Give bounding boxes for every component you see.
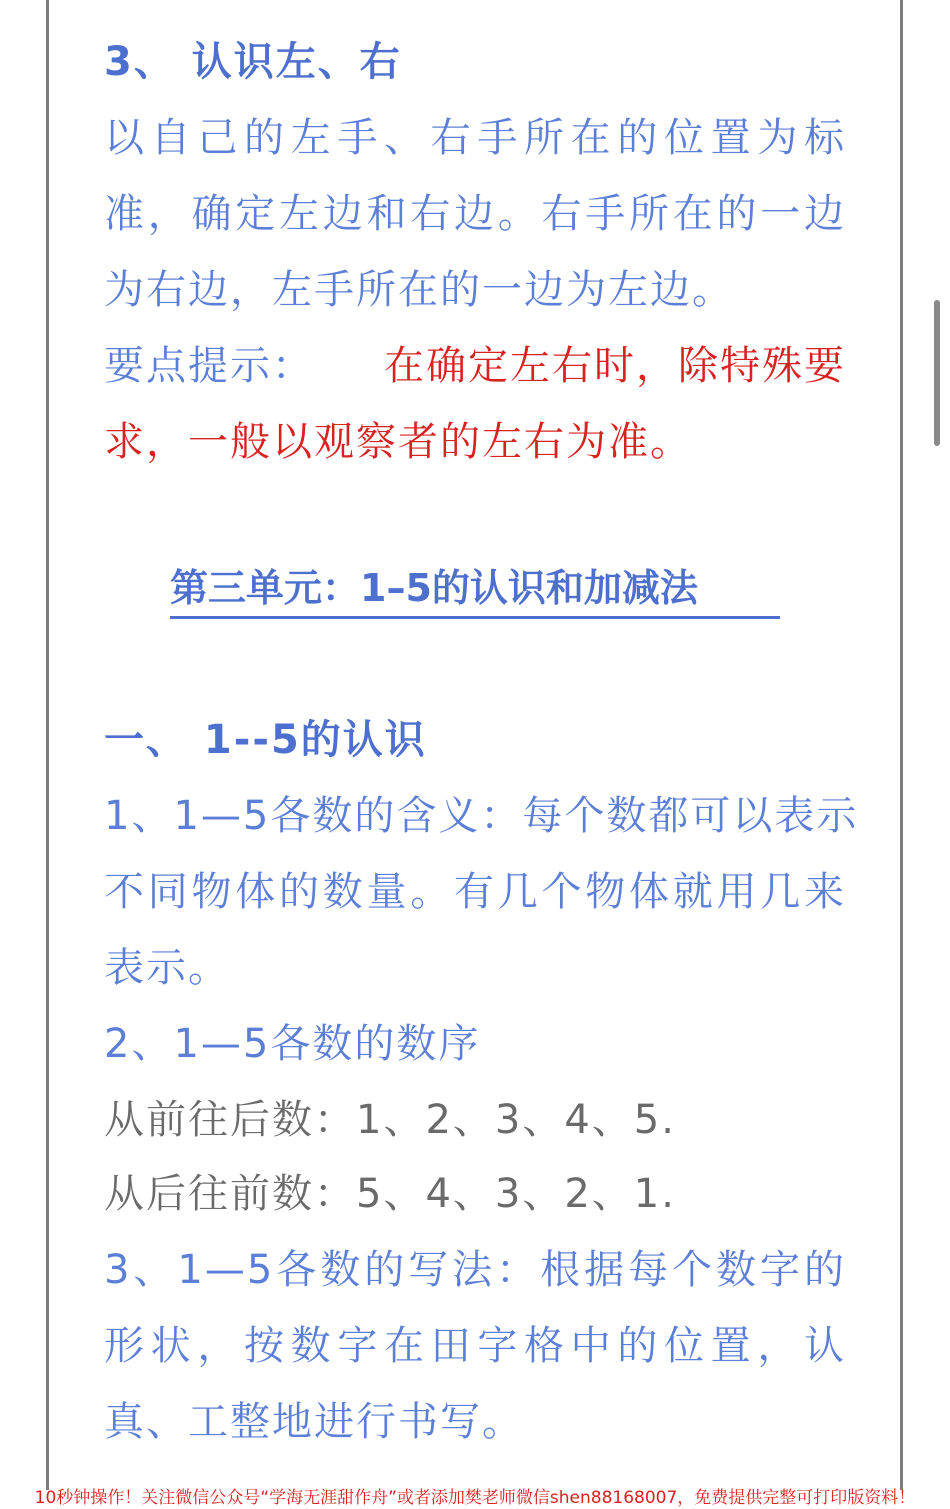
tip-text: 在确定左右时，除特殊要 [384,343,846,389]
page-frame-left [46,0,49,1490]
footer-notice: 10秒钟操作！关注微信公众号“学海无涯甜作舟”或者添加樊老师微信shen88168007，免费提供完整可打印版资料！ [34,1488,916,1508]
body-line: 为右边，左手所在的一边为左边。 [104,267,734,313]
body-line: 不同物体的数量。有几个物体就用几来 [104,869,846,915]
item-heading: 2、1—5各数的数序 [104,1021,481,1067]
count-forward: 从前往后数：1、2、3、4、5. [104,1097,676,1143]
part-heading: 一、 1--5的认识 [104,717,427,763]
body-line: 以自己的左手、右手所在的位置为标 [104,115,846,161]
body-line: 表示。 [104,945,230,991]
tip-line [104,340,846,392]
body-line: 形状，按数字在田字格中的位置，认 [104,1323,846,1369]
body-line: 准，确定左边和右边。右手所在的一边 [104,191,846,237]
body-line: 1、1—5各数的含义：每个数都可以表示 [104,793,859,839]
unit-title: 第三单元：1–5的认识和加减法 [170,562,780,619]
body-line: 3、1—5各数的写法：根据每个数字的 [104,1247,846,1293]
page-frame-right [900,0,903,1490]
tip-text: 求，一般以观察者的左右为准。 [104,419,692,465]
scrollbar[interactable] [934,300,940,446]
body-line: 真、工整地进行书写。 [104,1399,524,1445]
tip-label: 要点提示： [104,343,314,389]
count-backward: 从后往前数：5、4、3、2、1. [104,1171,676,1217]
section-heading: 3、 认识左、右 [104,39,402,85]
